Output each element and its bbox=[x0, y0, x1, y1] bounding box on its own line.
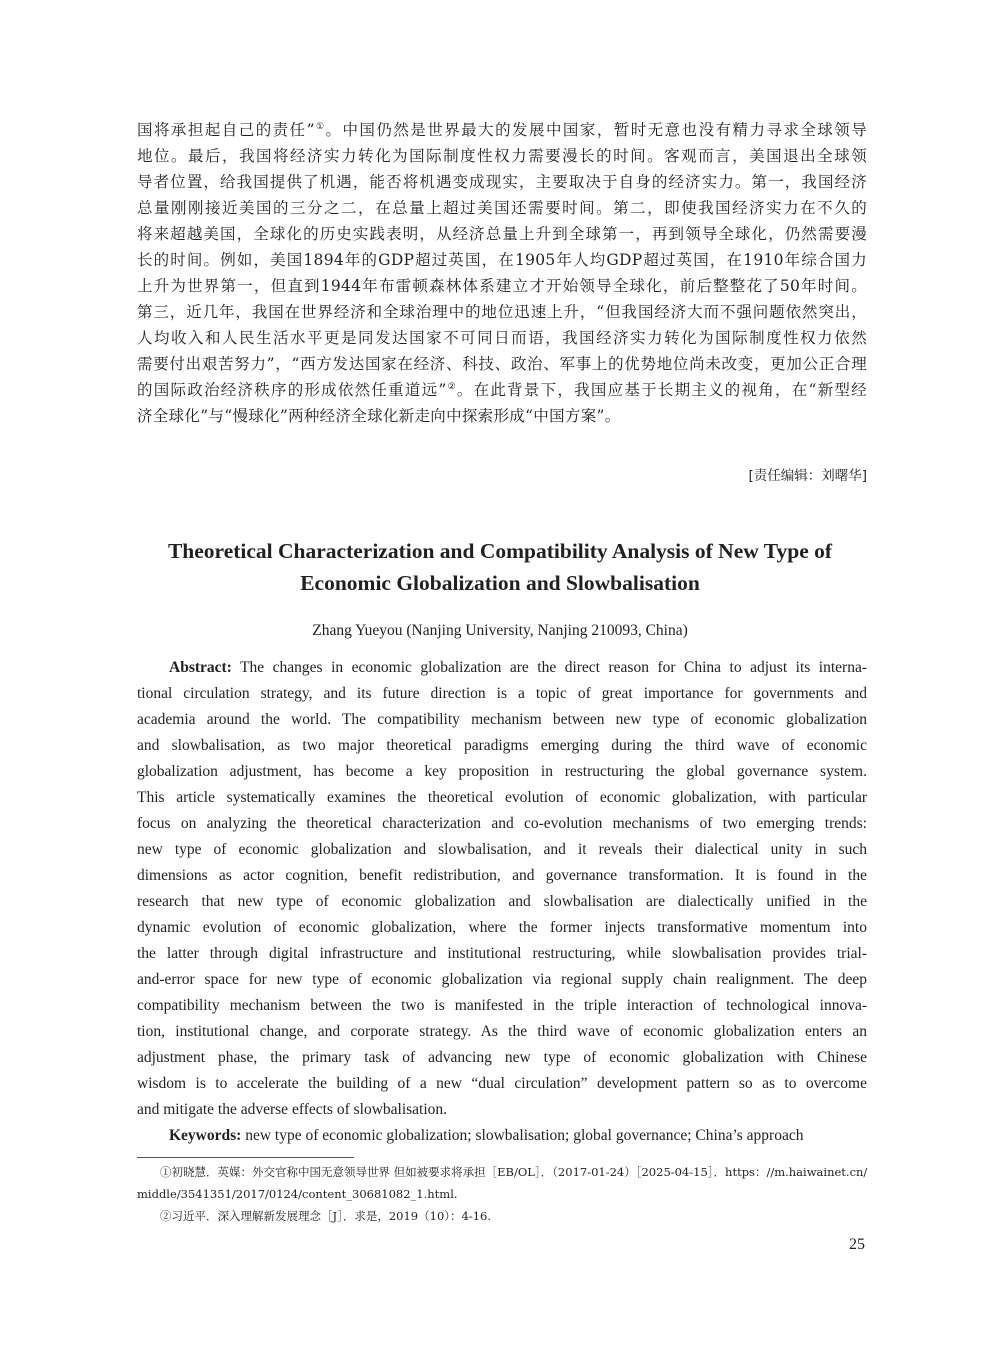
body-text: 的国际政治经济秩序的形成依然任重道远” bbox=[137, 381, 447, 399]
author-affiliation: Zhang Yueyou (Nanjing University, Nanjing 210093, China) bbox=[312, 622, 688, 639]
abstract-line: dynamic evolution of economic globalization, where the former injects transformative momentum into bbox=[137, 919, 867, 936]
abstract-line: dimensions as actor cognition, benefit redistribution, and governance transformation. It is found in the bbox=[137, 867, 867, 884]
body-line bbox=[137, 377, 867, 403]
abstract-line: and mitigate the adverse effects of slowbalisation. bbox=[137, 1101, 448, 1118]
body-line bbox=[137, 117, 867, 143]
body-line: 需要付出艰苦努力”，“西方发达国家在经济、科技、政治、军事上的优势地位尚未改变，更加公正合理 bbox=[137, 355, 867, 373]
body-text: 。中国仍然是世界最大的发展中国家，暂时无意也没有精力寻求全球领导 bbox=[325, 121, 867, 139]
abstract-line: and slowbalisation, as two major theoretical paradigms emerging during the third wave of economic bbox=[137, 737, 867, 754]
editor-note: [责任编辑：刘曙华] bbox=[748, 468, 867, 484]
footnote-1-continued[interactable]: middle/3541351/2017/0124/content_30681082_1.html. bbox=[137, 1187, 458, 1201]
footnote-divider bbox=[137, 1157, 354, 1158]
abstract-line: adjustment phase, the primary task of advancing new type of economic globalization with Chinese bbox=[137, 1049, 867, 1066]
abstract-line: research that new type of economic globalization and slowbalisation are dialectically unified in the bbox=[137, 893, 867, 910]
keywords-label: Keywords: bbox=[169, 1127, 242, 1144]
abstract-text: The changes in economic globalization are the direct reason for China to adjust its interna- bbox=[231, 659, 867, 676]
abstract-line: the latter through digital infrastructure and institutional restructuring, while slowbalisation provides trial- bbox=[137, 945, 867, 962]
abstract-label: Abstract: bbox=[169, 659, 232, 676]
english-title-line-1: Theoretical Characterization and Compatibility Analysis of New Type of bbox=[167, 539, 833, 563]
english-title-line-2: Economic Globalization and Slowbalisation bbox=[300, 571, 700, 595]
abstract-line: academia around the world. The compatibility mechanism between new type of economic globalization bbox=[137, 711, 867, 728]
body-line: 济全球化”与“慢球化”两种经济全球化新走向中探索形成“中国方案”。 bbox=[137, 407, 621, 425]
footnote-ref[interactable]: ① bbox=[314, 122, 326, 132]
body-line: 长的时间。例如，美国1894年的GDP超过英国，在1905年人均GDP超过英国，在1910年综合国力 bbox=[137, 251, 867, 269]
body-line: 总量刚刚接近美国的三分之二，在总量上超过美国还需要时间。第二，即使我国经济实力在不久的 bbox=[137, 199, 867, 217]
abstract-line bbox=[169, 655, 867, 681]
body-line: 人均收入和人民生活水平更是同发达国家不可同日而语，我国经济实力转化为国际制度性权力依然 bbox=[137, 329, 867, 347]
keywords-line bbox=[169, 1123, 867, 1149]
footnote-2: ②习近平．深入理解新发展理念［J］．求是，2019（10）：4-16. bbox=[160, 1209, 491, 1223]
keywords-text: new type of economic globalization; slowbalisation; global governance; China’s approach bbox=[241, 1127, 804, 1144]
abstract-line: globalization adjustment, has become a key proposition in restructuring the global governance system. bbox=[137, 763, 867, 780]
body-line: 地位。最后，我国将经济实力转化为国际制度性权力需要漫长的时间。客观而言，美国退出全球领 bbox=[137, 147, 867, 165]
body-line: 上升为世界第一，但直到1944年布雷顿森林体系建立才开始领导全球化，前后整整花了50年时间。 bbox=[137, 277, 867, 295]
body-text: 国将承担起自己的责任” bbox=[137, 121, 315, 139]
abstract-line: tional circulation strategy, and its future direction is a topic of great importance for governments and bbox=[137, 685, 867, 702]
body-line: 第三，近几年，我国在世界经济和全球治理中的地位迅速上升，“但我国经济大而不强问题依然突出， bbox=[137, 303, 867, 321]
body-text: 。在此背景下，我国应基于长期主义的视角，在“新型经 bbox=[456, 381, 867, 399]
abstract-line: tion, institutional change, and corporate strategy. As the third wave of economic globalization enters an bbox=[137, 1023, 867, 1040]
abstract-line: compatibility mechanism between the two is manifested in the triple interaction of technological innova- bbox=[137, 997, 867, 1014]
body-line: 导者位置，给我国提供了机遇，能否将机遇变成现实，主要取决于自身的经济实力。第一，我国经济 bbox=[137, 173, 867, 191]
abstract-line: focus on analyzing the theoretical characterization and co-evolution mechanisms of two emerging trends: bbox=[137, 815, 867, 832]
abstract-line: new type of economic globalization and slowbalisation, and it reveals their dialectical unity in such bbox=[137, 841, 867, 858]
abstract-line: This article systematically examines the theoretical evolution of economic globalization, with particular bbox=[137, 789, 867, 806]
abstract-line: and-error space for new type of economic globalization via regional supply chain realignment. The deep bbox=[137, 971, 867, 988]
footnote-1: ①初晓慧．英媒：外交官称中国无意领导世界 但如被要求将承担［EB/OL］．（2017-01-24）［2025-04-15］．https：//m.haiwainet.cn/ bbox=[160, 1165, 868, 1179]
footnote-ref[interactable]: ② bbox=[446, 382, 457, 392]
abstract-line: wisdom is to accelerate the building of a new “dual circulation” development pattern so as to overcome bbox=[137, 1075, 867, 1092]
body-line: 将来超越美国，全球化的历史实践表明，从经济总量上升到全球第一，再到领导全球化，仍然需要漫 bbox=[137, 225, 867, 243]
page-number: 25 bbox=[849, 1236, 865, 1253]
